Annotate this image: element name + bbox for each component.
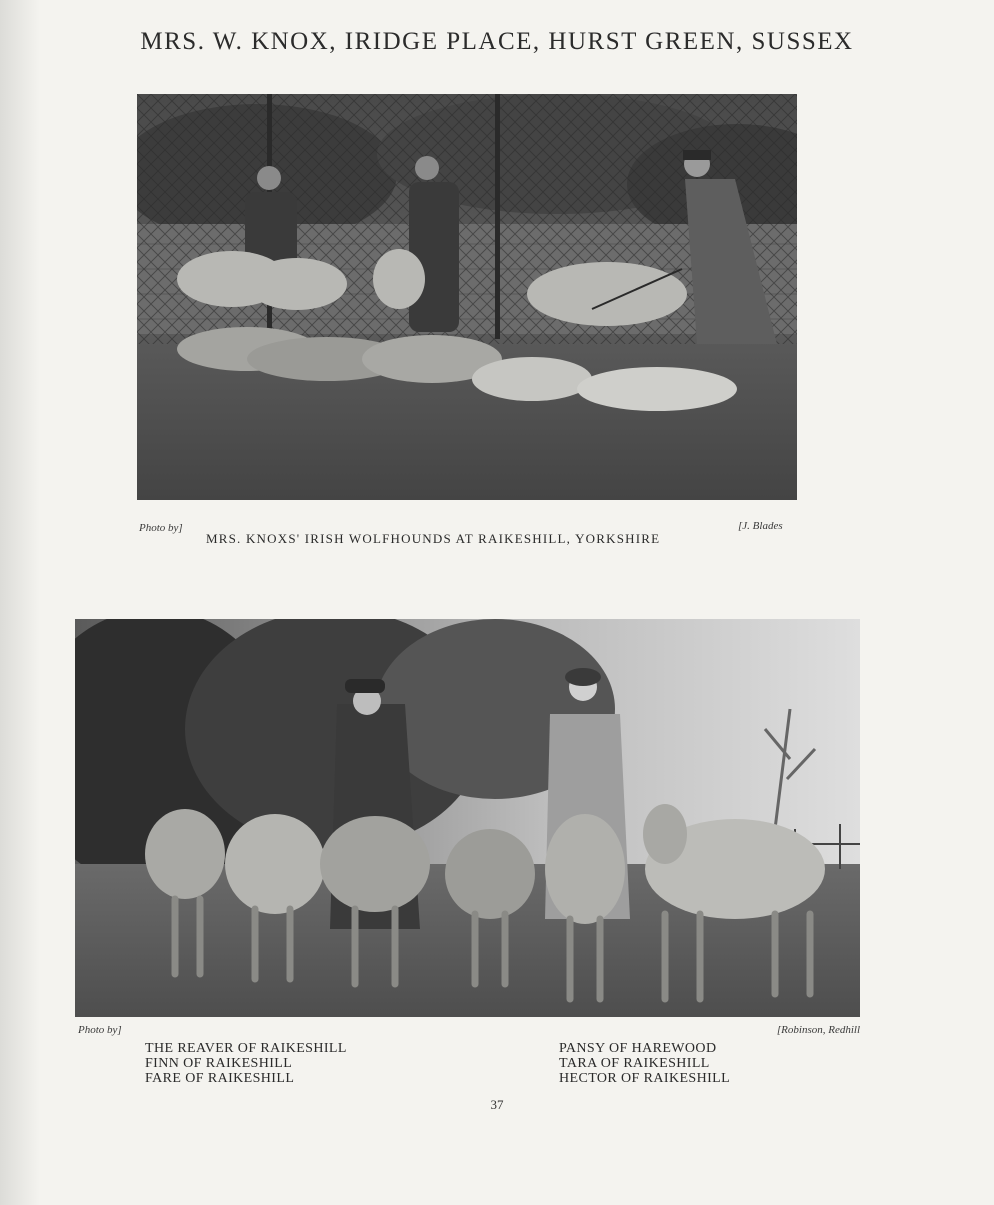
photo-credit-label: Photo by] [139,522,183,534]
photo-credit-label: Photo by] [78,1024,122,1036]
page-edge-shadow [0,0,40,1205]
hound-names-left [145,1041,347,1086]
hound-name: THE REAVER OF RAIKESHILL [145,1041,347,1056]
photo-caption: MRS. KNOXS' IRISH WOLFHOUNDS AT RAIKESHILL, YORKSHIRE [206,531,661,546]
photo-credit-name: [J. Blades [738,520,783,532]
page-title: MRS. W. KNOX, IRIDGE PLACE, HURST GREEN, SUSSEX [140,28,854,55]
hound-name: FINN OF RAIKESHILL [145,1056,293,1071]
photo-wolfhounds-lineup [75,619,860,1017]
hound-name: HECTOR OF RAIKESHILL [559,1071,731,1086]
hound-name: FARE OF RAIKESHILL [145,1071,295,1086]
hound-names-right [559,1041,730,1086]
photo-credit-name: [Robinson, Redhill [776,1024,860,1036]
hound-name: PANSY OF HAREWOOD [559,1041,717,1056]
hound-name: TARA OF RAIKESHILL [559,1056,710,1071]
page-number: 37 [490,1097,504,1112]
photo-wolfhounds-kennel [137,94,797,500]
